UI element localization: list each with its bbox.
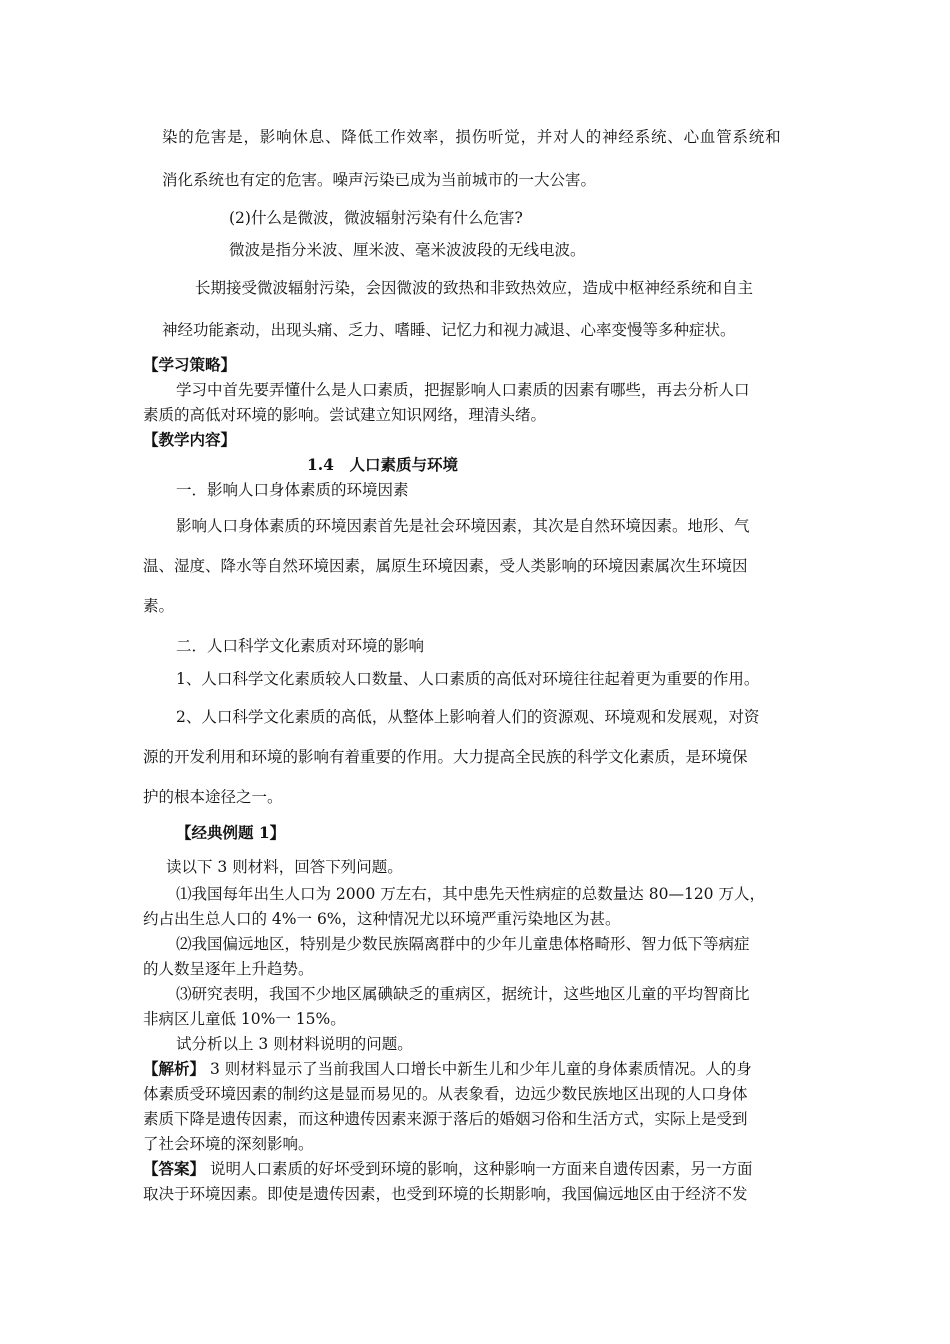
text-line: 的人数呈逐年上升趋势。 xyxy=(143,960,314,978)
example-heading: 【经典例题 1】 xyxy=(176,823,286,842)
text-line: 体素质受环境因素的制约这是显而易见的。从表象看，边远少数民族地区出现的人口身体 xyxy=(143,1085,748,1103)
text-line: 约占出生总人口的 4%一 6%，这种情况尤以环境严重污染地区为甚。 xyxy=(143,910,621,928)
text-line: 素质下降是遗传因素，而这种遗传因素来源于落后的婚姻习俗和生活方式，实际上是受到 xyxy=(143,1110,748,1128)
text-line: 源的开发利用和环境的影响有着重要的作用。大力提高全民族的科学文化素质，是环境保 xyxy=(143,748,748,766)
text-line: 神经功能紊动，出现头痛、乏力、嗜睡、记忆力和视力减退、心率变慢等多种症状。 xyxy=(162,321,736,339)
text-line: 染的危害是，影响休息、降低工作效率，损伤听觉，并对人的神经系统、心血管系统和 xyxy=(162,128,782,146)
text-line: 消化系统也有定的危害。噪声污染已成为当前城市的一大公害。 xyxy=(162,171,597,189)
text-line: ⑶研究表明，我国不少地区属碘缺乏的重病区，据统计，这些地区儿童的平均智商比 xyxy=(176,985,750,1003)
text-line: 2、人口科学文化素质的高低，从整体上影响着人们的资源观、环境观和发展观，对资 xyxy=(176,708,760,726)
text-line: 1、人口科学文化素质较人口数量、人口素质的高低对环境往往起着更为重要的作用。 xyxy=(176,670,760,688)
text-line: 护的根本途径之一。 xyxy=(143,788,283,806)
text-line: 取决于环境因素。即使是遗传因素，也受到环境的长期影响，我国偏远地区由于经济不发 xyxy=(143,1185,748,1203)
text-line: (2)什么是微波，微波辐射污染有什么危害? xyxy=(229,209,523,227)
text-line: 读以下 3 则材料，回答下列问题。 xyxy=(166,858,403,876)
subheading: 一．影响人口身体素质的环境因素 xyxy=(176,481,409,499)
text-line: ⑵我国偏远地区，特别是少数民族隔离群中的少年儿童患体格畸形、智力低下等病症 xyxy=(176,935,750,953)
analysis-line: 【解析】 3 则材料显示了当前我国人口增长中新生儿和少年儿童的身体素质情况。人的身 xyxy=(143,1059,752,1078)
text-line: 非病区儿童低 10%一 15%。 xyxy=(143,1010,346,1028)
text-line: 学习中首先要弄懂什么是人口素质，把握影响人口素质的因素有哪些，再去分析人口 xyxy=(176,381,750,399)
text-line: 了社会环境的深刻影响。 xyxy=(143,1135,314,1153)
text-line: 试分析以上 3 则材料说明的问题。 xyxy=(176,1035,413,1053)
answer-line: 【答案】 说明人口素质的好坏受到环境的影响，这种影响一方面来自遗传因素，另一方面 xyxy=(143,1159,753,1178)
text-line: ⑴我国每年出生人口为 2000 万左右，其中患先天性病症的总数量达 80—120 万人， xyxy=(176,885,765,903)
text-line: 微波是指分米波、厘米波、毫米波波段的无线电波。 xyxy=(229,241,586,259)
text-line: 影响人口身体素质的环境因素首先是社会环境因素，其次是自然环境因素。地形、气 xyxy=(176,517,750,535)
section-heading-strategy: 【学习策略】 xyxy=(143,355,237,374)
text-line: 素。 xyxy=(143,597,175,615)
lesson-title: 1.4 人口素质与环境 xyxy=(307,455,458,474)
label-tag: 【答案】 xyxy=(143,1159,206,1178)
text-line: 素质的高低对环境的影响。尝试建立知识网络，理清头绪。 xyxy=(143,406,547,424)
text-line: 长期接受微波辐射污染，会因微波的致热和非致热效应，造成中枢神经系统和自主 xyxy=(195,279,754,297)
label-tag: 【解析】 xyxy=(143,1059,206,1078)
text-line: 温、湿度、降水等自然环境因素，属原生环境因素，受人类影响的环境因素属次生环境因 xyxy=(143,557,748,575)
section-heading-content: 【教学内容】 xyxy=(143,430,237,449)
subheading: 二．人口科学文化素质对环境的影响 xyxy=(176,637,425,655)
